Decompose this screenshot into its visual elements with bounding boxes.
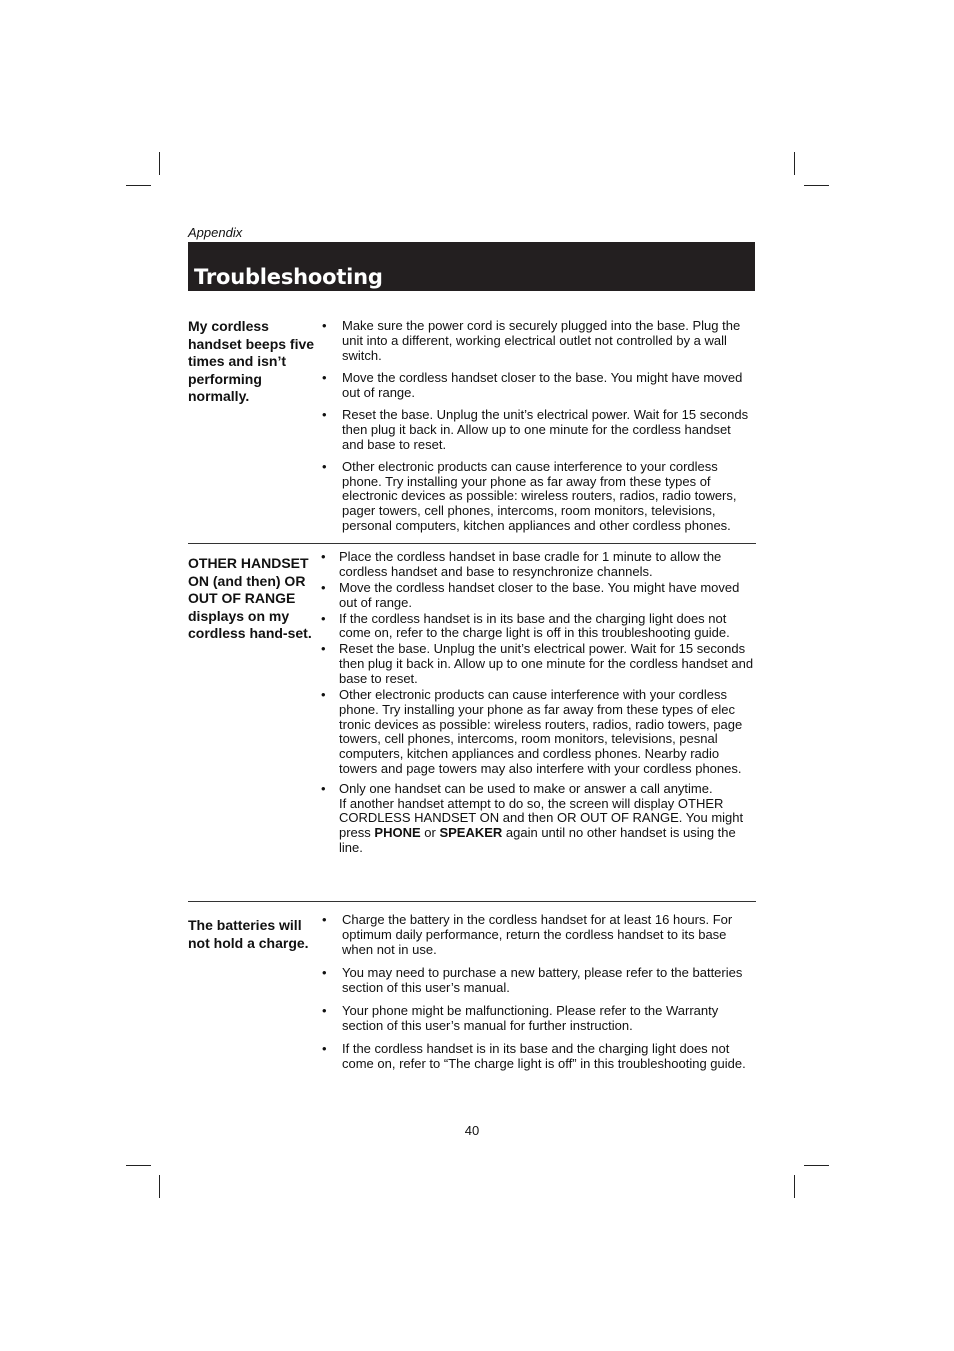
crop-mark bbox=[804, 1165, 829, 1166]
solution-list bbox=[322, 319, 756, 541]
page-number: 40 bbox=[464, 1123, 480, 1138]
list-item-text: or bbox=[420, 825, 440, 841]
list-item: • If the cordless handset is in its base and the charging light does not come on, refer to “The charge light is off” in this troubleshooting guide. bbox=[322, 1042, 756, 1072]
solution-list bbox=[322, 913, 756, 1080]
crop-mark bbox=[794, 1175, 795, 1198]
list-item-line: If another handset attempt to do so, the screen will display OTHER CORDLESS HANDSET ON and then OR OUT OF RANGE. You might press bbox=[339, 795, 744, 841]
crop-mark bbox=[794, 152, 795, 175]
list-item-text: again until no other handset is using the line. bbox=[339, 825, 736, 855]
list-item: • Reset the base. Unplug the unit’s electrical power. Wait for 15 seconds then plug it back in. Allow up to one minute for the cordless handset and base to reset. bbox=[322, 408, 756, 452]
problem-heading: My cordless handset beeps five times and isn’t performing normally. bbox=[188, 318, 315, 404]
list-item: • Make sure the power cord is securely plugged into the base. Plug the unit into a different, working electrical outlet not controlled by a wall switch. bbox=[322, 319, 756, 363]
list-item: • If the cordless handset is in its base and the charging light does not come on, refer to the charge light is off in this troubleshooting guide. bbox=[321, 612, 757, 642]
phone-key-label: PHONE bbox=[374, 825, 421, 841]
list-item bbox=[321, 782, 757, 856]
list-item: • Other electronic products can cause interference to your cordless phone. Try installing your phone as far away from these types of electronic devices as possible: wireless routers, radios, radio towers, pager towers, cell phones, intercoms, room monitors, televisions, personal computers, kitchen appliances and other cordless phones. bbox=[322, 460, 756, 534]
speaker-key-label: SPEAKER bbox=[439, 825, 503, 841]
problem-heading: The batteries will not hold a charge. bbox=[188, 917, 309, 951]
list-item: • Reset the base. Unplug the unit’s electrical power. Wait for 15 seconds then plug it back in. Allow up to one minute for the cordless handset and base to reset. bbox=[321, 642, 757, 686]
list-item: • Other electronic products can cause interference with your cordless phone. Try installing your phone as far away from these types of elec tronic devices as possible: wireless routers, radios, radio towers, page towers, cell phones, intercoms, room monitors, televisions, pesnal computers, kitchen appliances and cordless phones. Nearby radio towers and page towers may also interfere with your cordless phones. bbox=[321, 688, 757, 777]
crop-mark bbox=[804, 185, 829, 186]
running-head: Appendix bbox=[188, 225, 243, 240]
solution-list bbox=[321, 550, 757, 857]
list-item: • Your phone might be malfunctioning. Please refer to the Warranty section of this user’s manual for further instruction. bbox=[322, 1004, 756, 1034]
page-title: Troubleshooting bbox=[194, 265, 383, 289]
crop-mark bbox=[159, 1175, 160, 1198]
list-item: • Move the cordless handset closer to the base. You might have moved out of range. bbox=[322, 371, 756, 401]
list-item: • Move the cordless handset closer to the base. You might have moved out of range. bbox=[321, 581, 757, 611]
problem-heading: OTHER HANDSET ON (and then) OR OUT OF RANGE displays on my cordless hand-set. bbox=[188, 555, 312, 641]
crop-mark bbox=[126, 185, 151, 186]
list-item-line: Only one handset can be used to make or answer a call anytime. bbox=[339, 780, 713, 796]
section-divider bbox=[188, 901, 756, 902]
crop-mark bbox=[126, 1165, 151, 1166]
list-item: • Place the cordless handset in base cradle for 1 minute to allow the cordless handset and base to resynchronize channels. bbox=[321, 550, 757, 580]
list-item: • You may need to purchase a new battery, please refer to the batteries section of this user’s manual. bbox=[322, 966, 756, 996]
title-bar bbox=[188, 242, 755, 291]
section-divider bbox=[188, 543, 756, 544]
crop-mark bbox=[159, 152, 160, 175]
list-item: • Charge the battery in the cordless handset for at least 16 hours. For optimum daily performance, return the cordless handset to its base when not in use. bbox=[322, 913, 756, 957]
